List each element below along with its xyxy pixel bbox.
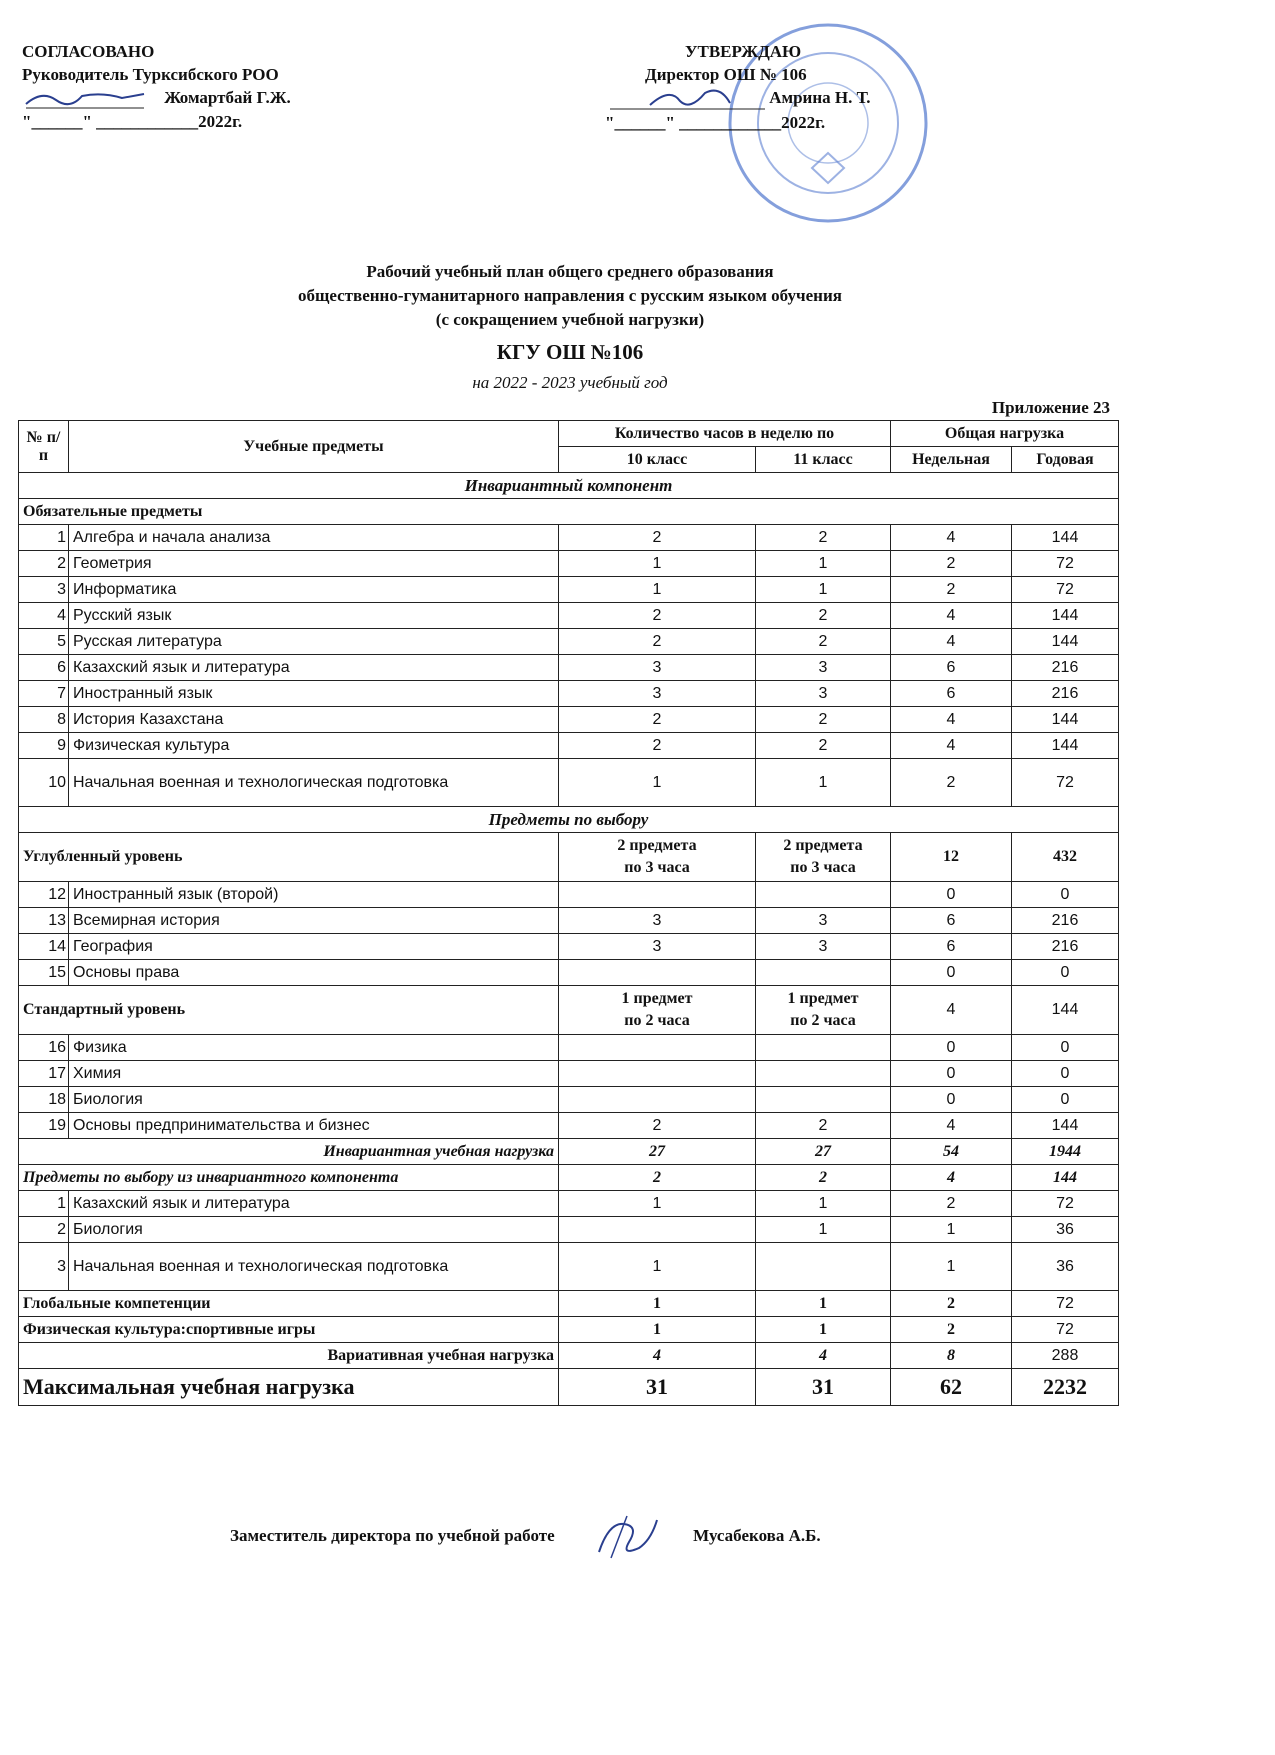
hours-class10: 2 [559, 733, 756, 759]
hours-yearly: 72 [1012, 577, 1119, 603]
level-weekly: 12 [891, 833, 1012, 882]
max-total-class11: 31 [756, 1369, 891, 1406]
section-row [19, 807, 1119, 833]
hours-class10: 3 [559, 655, 756, 681]
hours-weekly: 0 [891, 1087, 1012, 1113]
subject-name: Основы права [69, 960, 559, 986]
hours-weekly: 6 [891, 655, 1012, 681]
row-number: 1 [19, 1191, 69, 1217]
hours-class11: 1 [756, 551, 891, 577]
invariant-total-row [19, 1139, 1119, 1165]
table-row [19, 908, 1119, 934]
approver-signature-line [610, 86, 871, 111]
table-row [19, 1113, 1119, 1139]
hours-class11: 2 [756, 707, 891, 733]
var-elective-yearly: 144 [1012, 1165, 1119, 1191]
level-class10-line2: по 2 часа [624, 1012, 690, 1029]
table-row [19, 603, 1119, 629]
row-number: 6 [19, 655, 69, 681]
table-row [19, 525, 1119, 551]
var-elective-row [19, 1165, 1119, 1191]
hours-yearly: 144 [1012, 603, 1119, 629]
col-header-subjects: Учебные предметы [69, 421, 559, 473]
hours-class11: 2 [756, 733, 891, 759]
table-row [19, 1087, 1119, 1113]
hours-class10: 2 [559, 603, 756, 629]
level-class10-line1: 1 предмет [621, 990, 693, 1007]
level-class10 [559, 833, 756, 882]
approver-name: Жомартбай Г.Ж. [164, 88, 291, 107]
hours-weekly: 0 [891, 1061, 1012, 1087]
hours-yearly: 144 [1012, 1113, 1119, 1139]
approval-block-right [605, 40, 871, 134]
subject-name: Казахский язык и литература [69, 655, 559, 681]
level-class11 [756, 986, 891, 1035]
table-row [19, 882, 1119, 908]
hours-weekly: 2 [891, 577, 1012, 603]
level-row-advanced [19, 833, 1119, 882]
footer-position: Заместитель директора по учебной работе [230, 1525, 555, 1545]
hours-yearly: 144 [1012, 733, 1119, 759]
group-mandatory: Обязательные предметы [19, 499, 1119, 525]
hours-weekly: 4 [891, 525, 1012, 551]
subject-name: Геометрия [69, 551, 559, 577]
hours-class11: 2 [756, 629, 891, 655]
hours-weekly: 0 [891, 1035, 1012, 1061]
section-elective: Предметы по выбору [19, 807, 1119, 833]
hours-class11: 3 [756, 908, 891, 934]
hours-class11: 2 [756, 603, 891, 629]
subject-name: Биология [69, 1217, 559, 1243]
global-weekly: 2 [891, 1291, 1012, 1317]
var-total-yearly: 288 [1012, 1343, 1119, 1369]
hours-class11: 1 [756, 1191, 891, 1217]
global-class10: 1 [559, 1291, 756, 1317]
hours-weekly: 2 [891, 551, 1012, 577]
hours-yearly: 0 [1012, 960, 1119, 986]
hours-yearly: 216 [1012, 655, 1119, 681]
level-class10 [559, 986, 756, 1035]
level-class11-line1: 1 предмет [787, 990, 859, 1007]
var-elective-class10: 2 [559, 1165, 756, 1191]
max-total-label: Максимальная учебная нагрузка [19, 1369, 559, 1406]
hours-yearly: 72 [1012, 759, 1119, 807]
mandatory-rows [19, 525, 1119, 807]
table-row [19, 655, 1119, 681]
doc-title-line2: общественно-гуманитарного направления с русским языком обучения [298, 286, 842, 305]
signature-image [579, 1512, 669, 1562]
hours-class10: 1 [559, 1191, 756, 1217]
hours-class10 [559, 960, 756, 986]
hours-class10: 2 [559, 707, 756, 733]
level-name: Стандартный уровень [19, 986, 559, 1035]
approval-heading: УТВЕРЖДАЮ [685, 42, 802, 61]
approval-date: "______" ____________2022г. [605, 113, 826, 133]
row-number: 18 [19, 1087, 69, 1113]
row-number: 3 [19, 1243, 69, 1291]
hours-class10: 2 [559, 525, 756, 551]
table-row [19, 577, 1119, 603]
hours-class10: 2 [559, 629, 756, 655]
level-class11-line2: по 3 часа [790, 859, 856, 876]
subject-name: География [69, 934, 559, 960]
approver-name: Амрина Н. Т. [769, 88, 871, 107]
hours-class10: 2 [559, 1113, 756, 1139]
hours-yearly: 0 [1012, 1061, 1119, 1087]
footer-person: Мусабекова А.Б. [693, 1525, 821, 1545]
hours-yearly: 216 [1012, 681, 1119, 707]
table-row [19, 1243, 1119, 1291]
table-row [19, 960, 1119, 986]
hours-class11 [756, 1243, 891, 1291]
hours-weekly: 6 [891, 908, 1012, 934]
max-total-class10: 31 [559, 1369, 756, 1406]
row-number: 2 [19, 551, 69, 577]
school-name: КГУ ОШ №106 [496, 340, 644, 364]
doc-title-line1: Рабочий учебный план общего среднего образования [366, 262, 774, 281]
hours-class11 [756, 960, 891, 986]
section-invariant: Инвариантный компонент [19, 473, 1119, 499]
col-header-yearly: Годовая [1012, 447, 1119, 473]
approval-block-left [22, 40, 291, 133]
hours-yearly: 0 [1012, 1087, 1119, 1113]
level-yearly: 432 [1012, 833, 1119, 882]
pe-games-class11: 1 [756, 1317, 891, 1343]
hours-class10: 1 [559, 551, 756, 577]
row-number: 13 [19, 908, 69, 934]
row-number: 19 [19, 1113, 69, 1139]
var-total-class11: 4 [756, 1343, 891, 1369]
hours-weekly: 4 [891, 629, 1012, 655]
approval-date: "______" ____________2022г. [22, 112, 243, 132]
var-total-row [19, 1343, 1119, 1369]
level-class11-line1: 2 предмета [783, 837, 863, 854]
var-total-class10: 4 [559, 1343, 756, 1369]
footer-signature [230, 1512, 821, 1562]
row-number: 5 [19, 629, 69, 655]
hours-class10: 1 [559, 577, 756, 603]
total-weekly: 54 [891, 1139, 1012, 1165]
table-row [19, 1061, 1119, 1087]
hours-weekly: 1 [891, 1243, 1012, 1291]
hours-yearly: 36 [1012, 1243, 1119, 1291]
global-row [19, 1291, 1119, 1317]
hours-yearly: 0 [1012, 1035, 1119, 1061]
pe-games-row [19, 1317, 1119, 1343]
hours-weekly: 4 [891, 733, 1012, 759]
hours-yearly: 216 [1012, 908, 1119, 934]
col-header-number: № п/п [19, 421, 69, 473]
row-number: 4 [19, 603, 69, 629]
total-class11: 27 [756, 1139, 891, 1165]
signature-image [610, 87, 765, 111]
pe-games-label: Физическая культура:спортивные игры [19, 1317, 559, 1343]
col-header-class11: 11 класс [756, 447, 891, 473]
row-number: 3 [19, 577, 69, 603]
var-elective-class11: 2 [756, 1165, 891, 1191]
subject-name: Казахский язык и литература [69, 1191, 559, 1217]
global-yearly: 72 [1012, 1291, 1119, 1317]
table-row [19, 681, 1119, 707]
pe-games-weekly: 2 [891, 1317, 1012, 1343]
hours-class11: 1 [756, 1217, 891, 1243]
hours-weekly: 6 [891, 681, 1012, 707]
row-number: 7 [19, 681, 69, 707]
hours-yearly: 216 [1012, 934, 1119, 960]
global-class11: 1 [756, 1291, 891, 1317]
level-row-standard [19, 986, 1119, 1035]
hours-class10 [559, 1087, 756, 1113]
table-row [19, 551, 1119, 577]
hours-class10: 1 [559, 759, 756, 807]
total-yearly: 1944 [1012, 1139, 1119, 1165]
subject-name: Биология [69, 1087, 559, 1113]
var-elective-label: Предметы по выбору из инвариантного компонента [19, 1165, 559, 1191]
table-header-row [19, 421, 1119, 447]
hours-class11: 1 [756, 577, 891, 603]
level-class10-line1: 2 предмета [617, 837, 697, 854]
row-number: 2 [19, 1217, 69, 1243]
hours-weekly: 4 [891, 707, 1012, 733]
row-number: 15 [19, 960, 69, 986]
hours-class11 [756, 1087, 891, 1113]
hours-class10 [559, 1061, 756, 1087]
subject-name: История Казахстана [69, 707, 559, 733]
subject-name: Начальная военная и технологическая подготовка [69, 759, 559, 807]
hours-class10 [559, 882, 756, 908]
hours-weekly: 6 [891, 934, 1012, 960]
col-header-hours: Количество часов в неделю по [559, 421, 891, 447]
max-total-yearly: 2232 [1012, 1369, 1119, 1406]
group-row [19, 499, 1119, 525]
level-yearly: 144 [1012, 986, 1119, 1035]
academic-year: на 2022 - 2023 учебный год [472, 373, 668, 392]
table-row [19, 1191, 1119, 1217]
hours-weekly: 0 [891, 882, 1012, 908]
hours-class11: 3 [756, 934, 891, 960]
hours-class11: 2 [756, 525, 891, 551]
hours-yearly: 36 [1012, 1217, 1119, 1243]
advanced-rows [19, 882, 1119, 986]
table-row [19, 733, 1119, 759]
subject-name: Начальная военная и технологическая подготовка [69, 1243, 559, 1291]
subject-name: Русский язык [69, 603, 559, 629]
row-number: 14 [19, 934, 69, 960]
appendix-label: Приложение 23 [991, 398, 1110, 417]
level-class11-line2: по 2 часа [790, 1012, 856, 1029]
hours-class11: 1 [756, 759, 891, 807]
subject-name: Иностранный язык (второй) [69, 882, 559, 908]
level-weekly: 4 [891, 986, 1012, 1035]
signature-image [22, 88, 146, 110]
level-name: Углубленный уровень [19, 833, 559, 882]
row-number: 9 [19, 733, 69, 759]
subject-name: Физическая культура [69, 733, 559, 759]
var-total-label: Вариативная учебная нагрузка [19, 1343, 559, 1369]
approval-heading: СОГЛАСОВАНО [22, 42, 155, 61]
table-row [19, 1217, 1119, 1243]
subject-name: Информатика [69, 577, 559, 603]
table-row [19, 707, 1119, 733]
hours-class11 [756, 1035, 891, 1061]
col-header-class10: 10 класс [559, 447, 756, 473]
level-class11 [756, 833, 891, 882]
hours-weekly: 2 [891, 1191, 1012, 1217]
row-number: 16 [19, 1035, 69, 1061]
hours-weekly: 2 [891, 759, 1012, 807]
section-row [19, 473, 1119, 499]
hours-weekly: 0 [891, 960, 1012, 986]
hours-class11: 2 [756, 1113, 891, 1139]
pe-games-yearly: 72 [1012, 1317, 1119, 1343]
hours-yearly: 72 [1012, 551, 1119, 577]
max-total-weekly: 62 [891, 1369, 1012, 1406]
subject-name: Алгебра и начала анализа [69, 525, 559, 551]
hours-class11: 3 [756, 681, 891, 707]
row-number: 8 [19, 707, 69, 733]
row-number: 17 [19, 1061, 69, 1087]
global-label: Глобальные компетенции [19, 1291, 559, 1317]
hours-class10 [559, 1035, 756, 1061]
subject-name: Физика [69, 1035, 559, 1061]
table-row [19, 1035, 1119, 1061]
approver-signature-line [22, 86, 291, 110]
level-class10-line2: по 3 часа [624, 859, 690, 876]
var-total-weekly: 8 [891, 1343, 1012, 1369]
pe-games-class10: 1 [559, 1317, 756, 1343]
hours-class10: 3 [559, 681, 756, 707]
hours-weekly: 1 [891, 1217, 1012, 1243]
max-total-row [19, 1369, 1119, 1406]
hours-weekly: 4 [891, 603, 1012, 629]
hours-yearly: 144 [1012, 707, 1119, 733]
hours-class10: 3 [559, 934, 756, 960]
hours-class11: 3 [756, 655, 891, 681]
doc-title-line3: (с сокращением учебной нагрузки) [435, 310, 705, 329]
col-header-weekly: Недельная [891, 447, 1012, 473]
row-number: 1 [19, 525, 69, 551]
row-number: 12 [19, 882, 69, 908]
subject-name: Химия [69, 1061, 559, 1087]
hours-class10 [559, 1217, 756, 1243]
approver-position: Руководитель Турксибского РОО [22, 65, 279, 84]
var-elective-weekly: 4 [891, 1165, 1012, 1191]
total-class10: 27 [559, 1139, 756, 1165]
var-rows [19, 1191, 1119, 1291]
table-row [19, 629, 1119, 655]
hours-class11 [756, 882, 891, 908]
hours-yearly: 144 [1012, 629, 1119, 655]
approver-position: Директор ОШ № 106 [645, 65, 807, 84]
hours-class10: 3 [559, 908, 756, 934]
row-number: 10 [19, 759, 69, 807]
table-row [19, 759, 1119, 807]
subject-name: Всемирная история [69, 908, 559, 934]
subject-name: Русская литература [69, 629, 559, 655]
hours-yearly: 144 [1012, 525, 1119, 551]
hours-yearly: 72 [1012, 1191, 1119, 1217]
subject-name: Иностранный язык [69, 681, 559, 707]
hours-weekly: 4 [891, 1113, 1012, 1139]
hours-yearly: 0 [1012, 882, 1119, 908]
total-label: Инвариантная учебная нагрузка [19, 1139, 559, 1165]
hours-class10: 1 [559, 1243, 756, 1291]
col-header-total: Общая нагрузка [891, 421, 1119, 447]
hours-class11 [756, 1061, 891, 1087]
table-row [19, 934, 1119, 960]
standard-rows [19, 1035, 1119, 1139]
subject-name: Основы предпринимательства и бизнес [69, 1113, 559, 1139]
curriculum-table [18, 420, 1119, 1406]
